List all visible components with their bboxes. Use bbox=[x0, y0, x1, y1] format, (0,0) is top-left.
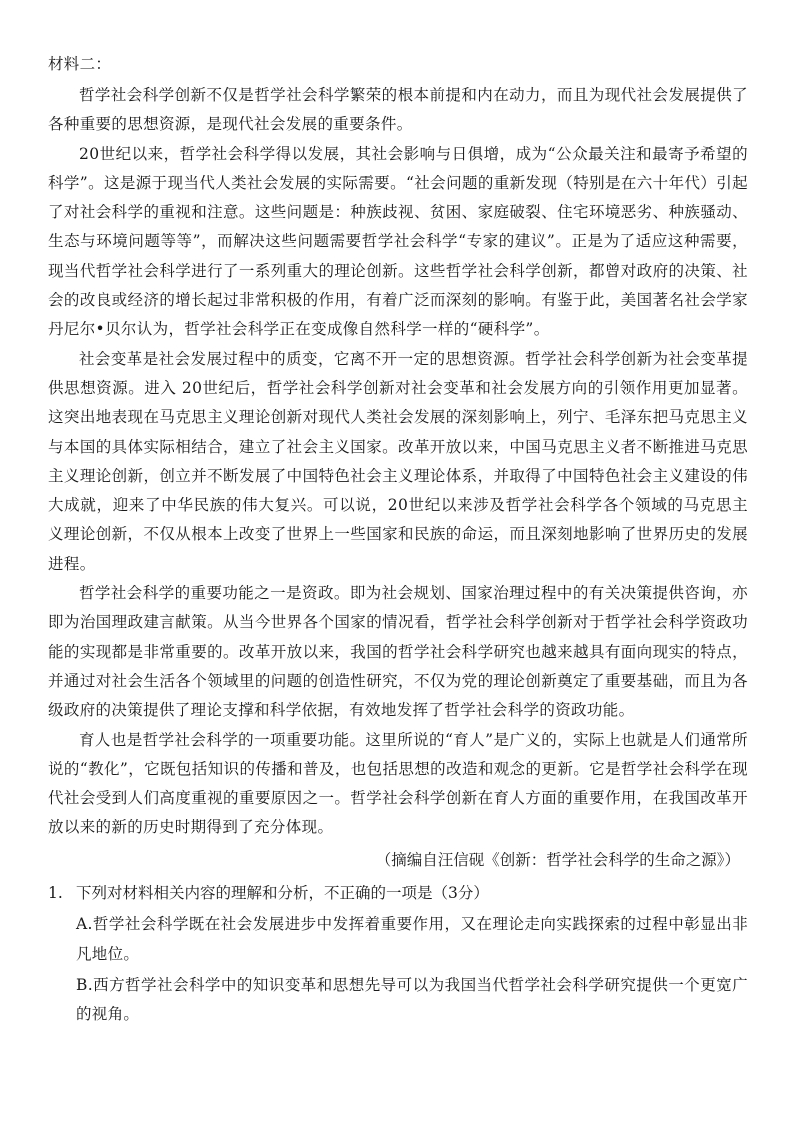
paragraph-1: 哲学社会科学创新不仅是哲学社会科学繁荣的根本前提和内在动力，而且为现代社会发展提供了各种重要的思想资源，是现代社会发展的重要条件。 bbox=[48, 86, 748, 134]
question-1 bbox=[48, 879, 748, 908]
question-number: 1. bbox=[48, 884, 63, 903]
paragraph-2: 20世纪以来，哲学社会科学得以发展，其社会影响与日俱增，成为“公众最关注和最寄予希望的科学”。这是源于现当代人类社会发展的实际需要。“社会问题的重新发现（特别是在六十年代）引起了对社会科学的重视和注意。这些问题是：种族歧视、贫困、家庭破裂、住宅环境恶劣、种族骚动、生态与环境问题等等”，而解决这些问题需要哲学社会科学“专家的建议”。正是为了适应这种需要，现当代哲学社会科学进行了一系列重大的理论创新。这些哲学社会科学创新，都曾对政府的决策、社会的改良或经济的增长起过非常积极的作用，有着广泛而深刻的影响。有鉴于此，美国著名社会学家丹尼尔•贝尔认为，哲学社会科学正在变成像自然科学一样的“硬科学”。 bbox=[48, 144, 748, 339]
material-heading: 材料二： bbox=[48, 55, 112, 73]
option-b: B.西方哲学社会科学中的知识变革和思想先导可以为我国当代哲学社会科学研究提供一个更宽广的视角。 bbox=[76, 975, 748, 1024]
source-citation: （摘编自汪信砚《创新：哲学社会科学的生命之源》） bbox=[375, 850, 740, 869]
option-a: A.哲学社会科学既在社会发展进步中发挥着重要作用，又在理论走向实践探索的过程中彰显出非凡地位。 bbox=[76, 915, 748, 963]
question-stem: 下列对材料相关内容的理解和分析，不正确的一项是（3分） bbox=[76, 884, 489, 903]
paragraph-3: 社会变革是社会发展过程中的质变，它离不开一定的思想资源。哲学社会科学创新为社会变革提供思想资源。进入 20世纪后，哲学社会科学创新对社会变革和社会发展方向的引领作用更加显著。这突出地表现在马克思主义理论创新对现代人类社会发展的深刻影响上，列宁、毛泽东把马克思主义与本国的具体实际相结合，建立了社会主义国家。改革开放以来，中国马克思主义者不断推进马克思主义理论创新，创立并不断发展了中国特色社会主义理论体系，并取得了中国特色社会主义建设的伟大成就，迎来了中华民族的伟大复兴。可以说，20世纪以来涉及哲学社会科学各个领域的马克思主义理论创新，不仅从根本上改变了世界上一些国家和民族的命运，而且深刻地影响了世界历史的发展进程。 bbox=[48, 349, 748, 573]
document-page bbox=[48, 50, 748, 1030]
paragraph-5: 育人也是哲学社会科学的一项重要功能。这里所说的“育人”是广义的，实际上也就是人们通常所说的“教化”，它既包括知识的传播和普及，也包括思想的改造和观念的更新。它是哲学社会科学在现代社会受到人们高度重视的重要原因之一。哲学社会科学创新在育人方面的重要作用，在我国改革开放以来的新的历史时期得到了充分体现。 bbox=[48, 730, 748, 837]
paragraph-4: 哲学社会科学的重要功能之一是资政。即为社会规划、国家治理过程中的有关决策提供咨询，亦即为治国理政建言献策。从当今世界各个国家的情况看，哲学社会科学创新对于哲学社会科学资政功能的实现都是非常重要的。改革开放以来，我国的哲学社会科学研究也越来越具有面向现实的特点，并通过对社会生活各个领域里的问题的创造性研究，不仅为党的理论创新奠定了重要基础，而且为各级政府的决策提供了理论支撑和科学依据，有效地发挥了哲学社会科学的资政功能。 bbox=[48, 584, 748, 720]
